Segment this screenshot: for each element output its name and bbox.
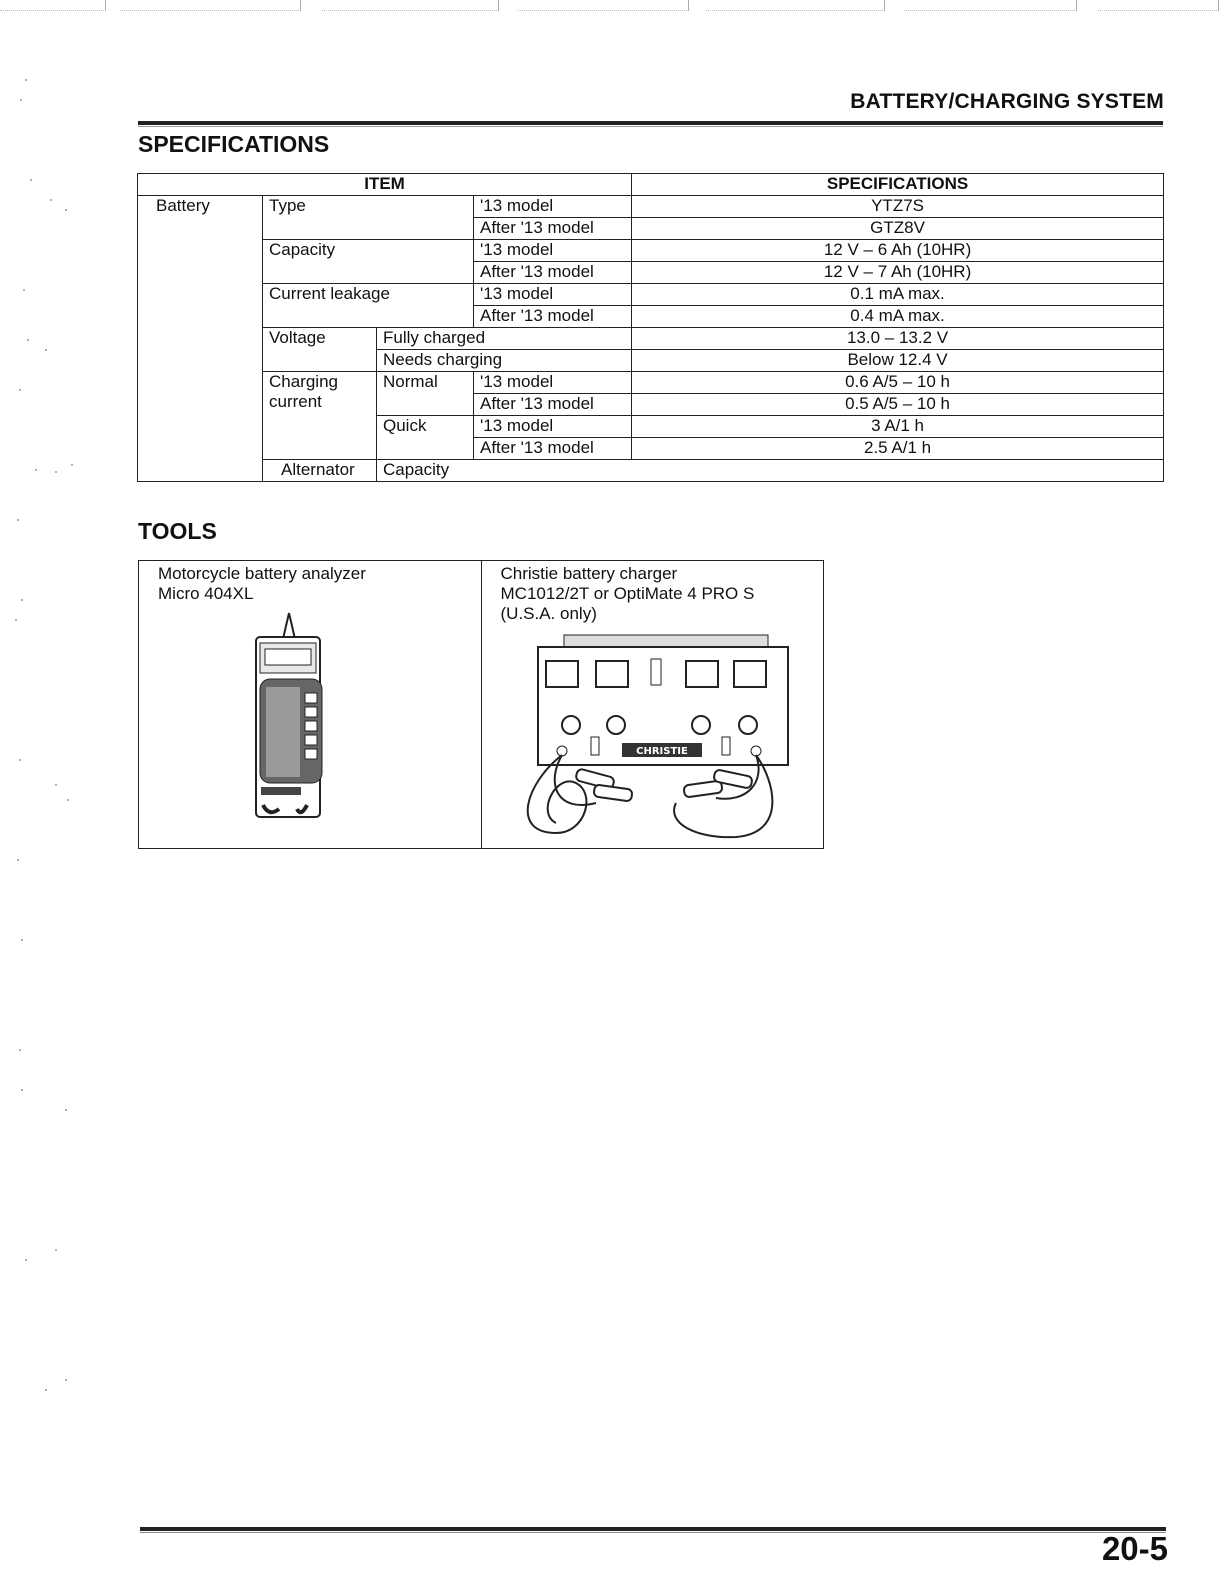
page-number: 20-5 <box>1101 1530 1168 1567</box>
header-rule-thin <box>138 126 1163 127</box>
col-item-header: ITEM <box>138 174 632 196</box>
model-label: '13 model <box>474 372 632 394</box>
table-row <box>138 284 1164 306</box>
footer-rule-thin <box>140 1532 1166 1533</box>
table-row <box>138 460 1164 482</box>
analyzer-model: Micro 404XL <box>158 584 254 603</box>
model-label: After '13 model <box>474 438 632 460</box>
alternator-label: Alternator <box>263 460 377 482</box>
model-label: '13 model <box>474 416 632 438</box>
charger-model: MC1012/2T or OptiMate 4 PRO S <box>500 584 755 603</box>
tool-cell-analyzer <box>139 561 481 848</box>
model-label: '13 model <box>474 240 632 262</box>
voltage-label: Voltage <box>263 328 377 372</box>
spec-value: 12 V – 7 Ah (10HR) <box>632 262 1164 284</box>
spec-value: 3 A/1 h <box>632 416 1164 438</box>
alternator-capacity-label: Capacity <box>377 460 1164 482</box>
fully-charged-label: Fully charged <box>377 328 632 350</box>
type-label: Type <box>263 196 474 240</box>
tool-cell-charger <box>481 561 824 848</box>
table-row <box>138 372 1164 394</box>
leakage-label: Current leakage <box>263 284 474 328</box>
battery-analyzer-illustration <box>239 609 339 819</box>
model-label: After '13 model <box>474 306 632 328</box>
spec-value: 0.1 mA max. <box>632 284 1164 306</box>
spec-value: 0.5 A/5 – 10 h <box>632 394 1164 416</box>
model-label: After '13 model <box>474 218 632 240</box>
quick-label: Quick <box>377 416 474 460</box>
footer-rule <box>140 1527 1166 1531</box>
specifications-heading: SPECIFICATIONS <box>138 131 330 157</box>
charger-name: Christie battery charger <box>500 564 678 583</box>
charging-label-line1: Charging <box>269 372 338 391</box>
model-label: '13 model <box>474 284 632 306</box>
battery-label: Battery <box>138 196 263 482</box>
battery-charger-illustration <box>516 633 792 843</box>
tools-heading: TOOLS <box>138 518 217 544</box>
spec-value: 12 V – 6 Ah (10HR) <box>632 240 1164 262</box>
model-label: After '13 model <box>474 262 632 284</box>
table-header-row <box>138 174 1164 196</box>
capacity-label: Capacity <box>263 240 474 284</box>
charging-current-label <box>263 372 377 460</box>
col-spec-header: SPECIFICATIONS <box>632 174 1164 196</box>
charger-region-note: (U.S.A. only) <box>500 604 597 623</box>
table-row <box>138 240 1164 262</box>
spec-value: 0.6 A/5 – 10 h <box>632 372 1164 394</box>
specifications-table <box>137 173 1164 482</box>
model-label: '13 model <box>474 196 632 218</box>
spec-value: GTZ8V <box>632 218 1164 240</box>
charging-label-line2: current <box>269 392 322 411</box>
analyzer-name: Motorcycle battery analyzer <box>158 564 366 583</box>
model-label: After '13 model <box>474 394 632 416</box>
table-row <box>138 328 1164 350</box>
charger-caption <box>501 564 755 624</box>
spec-value: 13.0 – 13.2 V <box>632 328 1164 350</box>
table-row <box>138 196 1164 218</box>
scan-speckle-decoration <box>6 60 86 1460</box>
spec-value: YTZ7S <box>632 196 1164 218</box>
analyzer-caption <box>158 564 366 604</box>
christie-logo-text: CHRISTIE <box>635 746 688 757</box>
spec-value: 0.4 mA max. <box>632 306 1164 328</box>
needs-charging-label: Needs charging <box>377 350 632 372</box>
top-edge-marks <box>0 0 1224 14</box>
tools-table <box>138 560 824 849</box>
header-rule <box>138 121 1163 125</box>
section-title: BATTERY/CHARGING SYSTEM <box>850 90 1164 113</box>
spec-value: Below 12.4 V <box>632 350 1164 372</box>
spec-value: 2.5 A/1 h <box>632 438 1164 460</box>
normal-label: Normal <box>377 372 474 416</box>
